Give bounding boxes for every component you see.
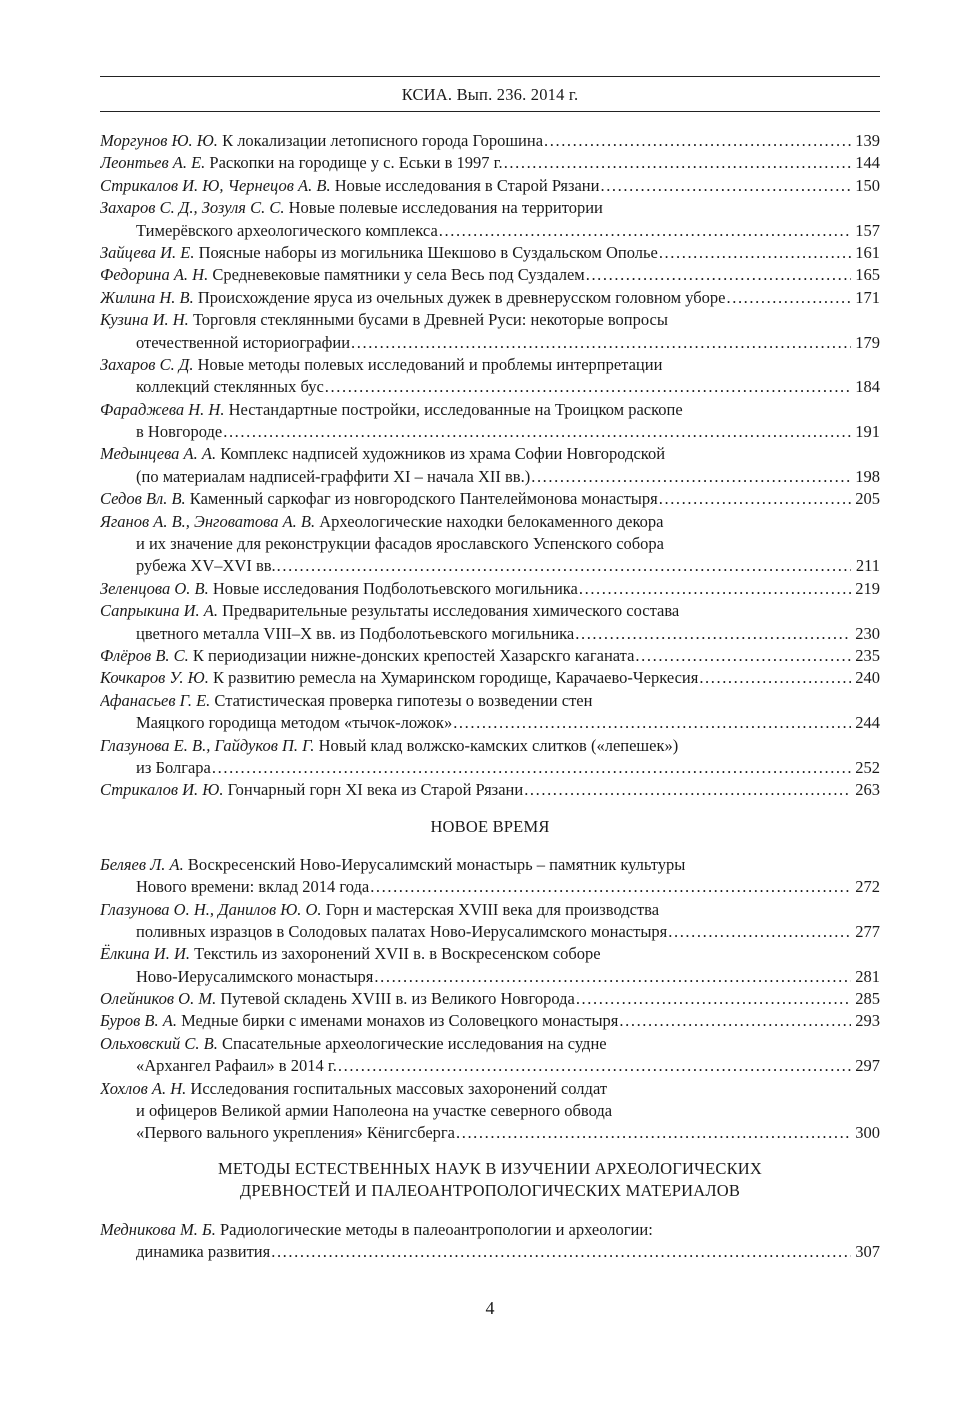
- toc-entry-page: 150: [855, 175, 880, 195]
- section-heading: [100, 1158, 880, 1202]
- dot-leader: [699, 667, 851, 689]
- toc-entry-title: Радиологические методы в палеоантропологии и археологии:: [219, 1219, 653, 1239]
- toc-entry[interactable]: [100, 264, 880, 286]
- page-number: 4: [485, 1298, 495, 1318]
- dot-leader: [579, 578, 851, 600]
- dot-leader: [277, 555, 851, 577]
- dot-leader: [619, 1010, 851, 1032]
- dot-leader: [370, 876, 851, 898]
- toc-entry-page: 307: [855, 1242, 880, 1262]
- toc-entry-line: [100, 623, 880, 645]
- toc-entry[interactable]: [100, 287, 880, 309]
- toc-entry-title: Статистическая проверка гипотезы о возведении стен: [214, 690, 593, 710]
- toc-entry-line: [100, 757, 880, 779]
- toc-entry-authors: Глазунова Е. В., Гайдуков П. Г.: [100, 735, 315, 755]
- toc-entry-authors: Кузина И. Н.: [100, 310, 189, 330]
- toc-entry-page: 300: [855, 1123, 880, 1143]
- toc-entry-title: Поясные наборы из могильника Шекшово в Суздальском Ополье: [198, 242, 658, 262]
- toc-entry-line: [100, 735, 880, 757]
- toc-entry-line: [100, 1241, 880, 1263]
- toc-entry-authors: Захаров С. Д.: [100, 354, 194, 374]
- toc-entry-page: 179: [855, 332, 880, 352]
- toc-entry-page: 263: [855, 780, 880, 800]
- toc-entry-title: Средневековые памятники у села Весь под Суздалем: [212, 265, 585, 285]
- dot-leader: [531, 466, 851, 488]
- toc-entry-page: 184: [855, 377, 880, 397]
- section-heading-line: НОВОЕ ВРЕМЯ: [430, 816, 550, 836]
- toc-entry-title: в Новгороде: [136, 422, 223, 442]
- toc-entry-authors: Флёров В. С.: [100, 645, 189, 665]
- toc-entry-authors: Глазунова О. Н., Данилов Ю. О.: [100, 899, 322, 919]
- toc-entry[interactable]: [100, 899, 880, 944]
- toc-entry-authors: Яганов А. В., Энговатова А. В.: [100, 511, 316, 531]
- dot-leader: [659, 242, 851, 264]
- dot-leader: [544, 130, 851, 152]
- toc-entry[interactable]: [100, 175, 880, 197]
- toc-entry[interactable]: [100, 735, 880, 780]
- dot-leader: [576, 988, 851, 1010]
- dot-leader: [223, 421, 851, 443]
- toc-entry-authors: Афанасьев Г. Е.: [100, 690, 211, 710]
- toc-entry-title: Тимерёвского археологического комплекса: [136, 220, 438, 240]
- toc-entry-authors: Олейников О. М.: [100, 989, 217, 1009]
- section-heading-line: МЕТОДЫ ЕСТЕСТВЕННЫХ НАУК В ИЗУЧЕНИИ АРХЕОЛОГИЧЕСКИХ: [217, 1158, 763, 1178]
- toc-entry-page: 281: [855, 966, 880, 986]
- toc-entry-page: 235: [855, 645, 880, 665]
- toc-entry-title: из Болгара: [136, 757, 211, 777]
- dot-leader: [524, 779, 851, 801]
- toc-entry[interactable]: [100, 988, 880, 1010]
- toc-entry-authors: Фараджева Н. Н.: [100, 399, 225, 419]
- toc-entry[interactable]: [100, 690, 880, 735]
- toc-entry[interactable]: [100, 600, 880, 645]
- toc-entry-page: 157: [855, 220, 880, 240]
- toc-entry-page: 285: [855, 989, 880, 1009]
- toc-entry-page: 139: [855, 131, 880, 150]
- toc-entry[interactable]: [100, 443, 880, 488]
- toc-entry-page: 297: [855, 1056, 880, 1076]
- toc-entry[interactable]: [100, 779, 880, 801]
- toc-entry-authors: Леонтьев А. Е.: [100, 153, 206, 173]
- toc-entry-line: [100, 175, 880, 197]
- toc-entry-line: [100, 876, 880, 898]
- toc-entry-line: [100, 921, 880, 943]
- toc-entry[interactable]: [100, 578, 880, 600]
- toc-entry-page: 240: [855, 668, 880, 688]
- toc-entry[interactable]: [100, 130, 880, 152]
- toc-entry[interactable]: [100, 242, 880, 264]
- dot-leader: [271, 1241, 851, 1263]
- toc-entry-title: К локализации летописного города Горошина: [222, 131, 544, 150]
- toc-entry-page: 144: [855, 153, 880, 173]
- toc-entry-authors: Жилина Н. В.: [100, 287, 194, 307]
- toc-entry-line: [100, 667, 880, 689]
- toc-entry-title: Торговля стеклянными бусами в Древней Руси: некоторые вопросы: [192, 310, 668, 330]
- toc-entry-line: [100, 899, 880, 921]
- toc-entry-page: 219: [855, 578, 880, 598]
- toc-entry-title: К развитию ремесла на Хумаринском городище, Карачаево-Черкесия: [212, 668, 699, 688]
- dot-leader: [456, 1122, 851, 1144]
- toc-entry-title: Текстиль из захоронений XVII в. в Воскресенском соборе: [194, 944, 601, 964]
- dot-leader: [338, 1055, 851, 1077]
- toc-entry-line: [100, 690, 880, 712]
- section-heading: [100, 816, 880, 838]
- toc-entry-line: [100, 399, 880, 421]
- toc-entry-line: [100, 332, 880, 354]
- header-rule-bottom: [100, 111, 880, 112]
- toc-entry-page: 161: [855, 242, 880, 262]
- toc-entry-title: Каменный саркофаг из новгородского Пантелеймонова монастыря: [189, 489, 658, 509]
- toc-entry-authors: Беляев Л. А.: [100, 854, 184, 874]
- toc-entry[interactable]: [100, 1078, 880, 1145]
- toc-entry-authors: Зеленцова О. В.: [100, 578, 209, 598]
- toc-entry-line: [100, 220, 880, 242]
- toc-entry[interactable]: [100, 399, 880, 444]
- toc-entry-line: [100, 376, 880, 398]
- toc-entry-title: и их значение для реконструкции фасадов ярославского Успенского собора: [136, 534, 664, 554]
- header-rule-top: [100, 76, 880, 77]
- toc-entry-title: и офицеров Великой армии Наполеона на участке северного обвода: [136, 1101, 613, 1121]
- dot-leader: [727, 287, 852, 309]
- toc-entry-line: [100, 1219, 880, 1241]
- toc-entry-line: [100, 555, 880, 577]
- toc-entry-title: коллекций стеклянных бус: [136, 377, 324, 397]
- toc-entry-title: поливных изразцов в Солодовых палатах Ново-Иерусалимского монастыря: [136, 921, 668, 941]
- toc-entry-title: отечественной историографии: [136, 332, 351, 352]
- toc-entry-page: 293: [855, 1011, 880, 1031]
- toc-entry-line: [100, 854, 880, 876]
- toc-entry-line: [100, 488, 880, 510]
- toc-entry[interactable]: [100, 197, 880, 242]
- toc-entry[interactable]: [100, 943, 880, 988]
- toc-entry-authors: Захаров С. Д., Зозуля С. С.: [100, 198, 285, 218]
- toc-entry-title: Комплекс надписей художников из храма Софии Новгородской: [220, 444, 666, 464]
- toc-entry[interactable]: [100, 152, 880, 174]
- dot-leader: [453, 712, 851, 734]
- toc-entry-line: [100, 1078, 880, 1100]
- toc-entry-page: 272: [855, 877, 880, 897]
- toc-entry-title: Путевой складень XVIII в. из Великого Новгорода: [220, 989, 575, 1009]
- toc-entry-title: Нового времени: вклад 2014 года: [136, 877, 370, 897]
- toc-entry-title: Спасательные археологические исследования на судне: [221, 1033, 607, 1053]
- toc-entry[interactable]: [100, 354, 880, 399]
- toc-entry-page: 277: [855, 921, 880, 941]
- toc-entry-line: [100, 988, 880, 1010]
- toc-entry-page: 198: [855, 466, 880, 486]
- toc-entry-line: [100, 443, 880, 465]
- toc-entry-page: 252: [855, 757, 880, 777]
- toc-entry-title: цветного металла VIII–X вв. из Подболотьевского могильника: [136, 623, 575, 643]
- toc-entry[interactable]: [100, 667, 880, 689]
- toc-entry-line: [100, 354, 880, 376]
- dot-leader: [351, 332, 851, 354]
- toc-entry-title: Ново-Иерусалимского монастыря: [136, 966, 374, 986]
- toc-entry-title: динамика развития: [136, 1242, 271, 1262]
- toc-entry-title: «Архангел Рафаил» в 2014 г.: [136, 1056, 337, 1076]
- toc-entry-title: Маяцкого городища методом «тычок-ложок»: [136, 713, 453, 733]
- toc-entry-line: [100, 264, 880, 286]
- toc-entry-line: [100, 1010, 880, 1032]
- toc-entry-title: Медные бирки с именами монахов из Соловецкого монастыря: [181, 1011, 619, 1031]
- dot-leader: [325, 376, 851, 398]
- toc-entry[interactable]: [100, 309, 880, 354]
- toc-entry-title: «Первого вального укрепления» Кёнигсберга: [136, 1123, 455, 1143]
- toc-entry-line: [100, 600, 880, 622]
- toc-entry-title: Воскресенский Ново-Иерусалимский монастырь – памятник культуры: [187, 854, 686, 874]
- toc-entry-line: [100, 1122, 880, 1144]
- toc-entry-line: [100, 1033, 880, 1055]
- toc-entry-line: [100, 421, 880, 443]
- toc-entry-title: Предварительные результаты исследования химического состава: [222, 601, 680, 621]
- toc-entry-line: [100, 779, 880, 801]
- dot-leader: [600, 175, 851, 197]
- dot-leader: [374, 966, 851, 988]
- toc-entry-page: 191: [855, 422, 880, 442]
- toc-entry-authors: Кочкаров У. Ю.: [100, 668, 209, 688]
- toc-entry-title: Новые исследования в Старой Рязани: [334, 175, 600, 195]
- toc-entry-title: (по материалам надписей-граффити XI – начала XII вв.): [136, 466, 531, 486]
- toc-entry-title: Нестандартные постройки, исследованные на Троицком раскопе: [228, 399, 683, 419]
- toc-entry-title: рубежа XV–XVI вв.: [136, 556, 276, 576]
- toc-entry-title: Новый клад волжско-камских слитков («лепешек»): [318, 735, 679, 755]
- toc-entry[interactable]: [100, 1010, 880, 1032]
- toc-entry[interactable]: [100, 854, 880, 899]
- dot-leader: [586, 264, 851, 286]
- dot-leader: [575, 623, 851, 645]
- toc-entry-title: Исследования госпитальных массовых захоронений солдат: [190, 1078, 608, 1098]
- toc-entry-line: [100, 511, 880, 533]
- dot-leader: [659, 488, 851, 510]
- toc-entry-authors: Стрикалов И. Ю.: [100, 780, 224, 800]
- toc-entry-authors: Федорина А. Н.: [100, 265, 209, 285]
- toc-entry-authors: Буров В. А.: [100, 1011, 177, 1031]
- toc-entry-title: Новые полевые исследования на территории: [288, 198, 603, 218]
- toc-entry-title: Раскопки на городище у с. Еськи в 1997 г.: [209, 153, 503, 173]
- toc-entry-title: Происхождение яруса из очельных дужек в древнерусском головном уборе: [197, 287, 726, 307]
- toc-entry-line: [100, 466, 880, 488]
- toc-entry-authors: Моргунов Ю. Ю.: [100, 131, 218, 150]
- toc-entry-line: [100, 578, 880, 600]
- toc-entry-line: [100, 287, 880, 309]
- toc-entry-title: К периодизации нижне-донских крепостей Хазарскго каганата: [192, 645, 635, 665]
- running-head: КСИА. Вып. 236. 2014 г.: [401, 85, 579, 104]
- toc-entry-authors: Зайцева И. Е.: [100, 242, 195, 262]
- dot-leader: [668, 921, 851, 943]
- toc-entry-line: [100, 1055, 880, 1077]
- toc-entry-page: 205: [855, 489, 880, 509]
- toc-entry-line: [100, 712, 880, 734]
- toc-entry-line: [100, 1100, 880, 1122]
- dot-leader: [439, 220, 851, 242]
- toc-entry-line: [100, 242, 880, 264]
- toc-entry[interactable]: [100, 488, 880, 510]
- toc-entry-line: [100, 309, 880, 331]
- toc-entry-authors: Сапрыкина И. А.: [100, 601, 218, 621]
- toc-entry-authors: Стрикалов И. Ю, Чернецов А. В.: [100, 175, 331, 195]
- toc-entry-title: Горн и мастерская XVIII века для производства: [325, 899, 660, 919]
- toc-entry-authors: Медникова М. Б.: [100, 1219, 216, 1239]
- toc-entry-line: [100, 152, 880, 174]
- toc-entry-page: 230: [855, 623, 880, 643]
- toc-entry-title: Новые методы полевых исследований и проблемы интерпретации: [197, 354, 663, 374]
- toc-entry-page: 211: [855, 556, 880, 576]
- table-of-contents: [100, 130, 880, 1264]
- toc-entry-authors: Седов Вл. В.: [100, 489, 186, 509]
- toc-entry-line: [100, 533, 880, 555]
- toc-entry[interactable]: [100, 1219, 880, 1264]
- toc-entry-title: Археологические находки белокаменного декора: [319, 511, 664, 531]
- toc-entry-line: [100, 197, 880, 219]
- toc-entry-title: Гончарный горн XI века из Старой Рязани: [227, 780, 524, 800]
- dot-leader: [635, 645, 851, 667]
- toc-entry[interactable]: [100, 645, 880, 667]
- dot-leader: [504, 152, 851, 174]
- toc-entry-authors: Медынцева А. А.: [100, 444, 217, 464]
- toc-entry-page: 171: [855, 287, 880, 307]
- toc-entry[interactable]: [100, 1033, 880, 1078]
- toc-entry-authors: Хохлов А. Н.: [100, 1078, 187, 1098]
- dot-leader: [212, 757, 851, 779]
- toc-entry-authors: Ольховский С. В.: [100, 1033, 218, 1053]
- toc-entry-page: 244: [855, 713, 880, 733]
- toc-entry-line: [100, 966, 880, 988]
- section-heading-line: ДРЕВНОСТЕЙ И ПАЛЕОАНТРОПОЛОГИЧЕСКИХ МАТЕРИАЛОВ: [239, 1180, 741, 1200]
- toc-entry-line: [100, 645, 880, 667]
- toc-entry-title: Новые исследования Подболотьевского могильника: [212, 578, 578, 598]
- toc-entry-page: 165: [855, 265, 880, 285]
- toc-entry-authors: Ёлкина И. И.: [100, 944, 191, 964]
- toc-entry-line: [100, 130, 880, 152]
- toc-entry-line: [100, 943, 880, 965]
- toc-entry[interactable]: [100, 511, 880, 578]
